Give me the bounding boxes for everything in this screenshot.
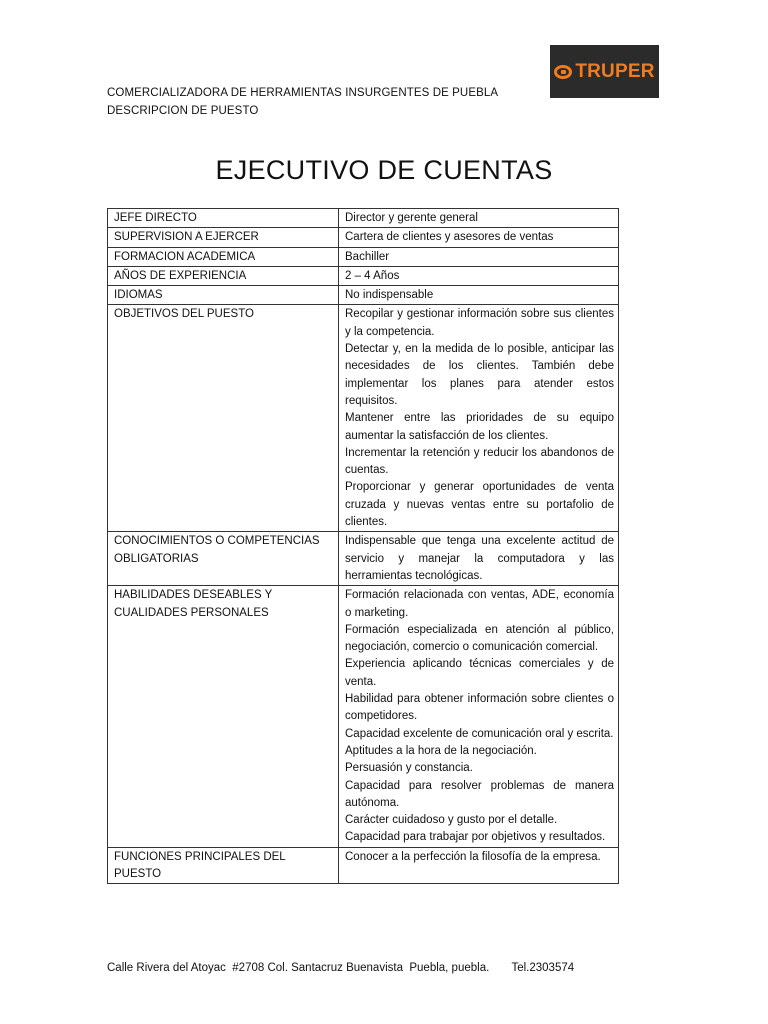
value-paragraph: Recopilar y gestionar información sobre sus clientes y la competencia. [345,308,614,338]
value-paragraph: Persuasión y constancia. [345,762,473,775]
row-value: Director y gerente general [339,209,619,228]
value-paragraph: Capacidad para trabajar por objetivos y resultados. [345,831,606,844]
table-row [108,247,619,266]
value-paragraph: Carácter cuidadoso y gusto por el detalle. [345,814,558,827]
value-paragraph: Experiencia aplicando técnicas comerciales y de venta. [345,658,614,688]
value-paragraph: Formación especializada en atención al público, negociación, comercio o comunicación comercial. [345,623,614,654]
row-value: Cartera de clientes y asesores de ventas [339,228,619,247]
row-label: FUNCIONES PRINCIPALES DEL PUESTO [108,847,339,884]
row-label: OBJETIVOS DEL PUESTO [108,305,339,532]
row-label: CONOCIMIENTOS O COMPETENCIAS OBLIGATORIAS [108,532,339,586]
table-row [108,286,619,305]
row-value: 2 – 4 Años [339,266,619,285]
document-header [107,84,498,120]
truper-logo [550,45,659,98]
row-value [339,847,619,884]
footer [107,962,574,974]
footer-address: Calle Rivera del Atoyac #2708 Col. Santacruz Buenavista Puebla, puebla. [107,962,490,974]
job-title: EJECUTIVO DE CUENTAS [215,155,553,185]
truper-emblem-icon [554,65,572,79]
value-paragraph: Indispensable que tenga una excelente actitud de servicio y manejar la computadora y las herramientas tecnológicas. [345,535,614,582]
logo-mark [554,61,654,83]
value-paragraph: Capacidad para resolver problemas de manera autónoma. [345,779,614,809]
table-row [108,847,619,884]
footer-phone: Tel.2303574 [511,962,575,974]
table-row [108,228,619,247]
value-paragraph: Aptitudes a la hora de la negociación. [345,744,537,757]
row-label: AÑOS DE EXPERIENCIA [108,266,339,285]
document-type: DESCRIPCION DE PUESTO [107,105,259,117]
value-paragraph: Mantener entre las prioridades de su equipo aumentar la satisfacción de los clientes. [345,412,614,442]
company-name: COMERCIALIZADORA DE HERRAMIENTAS INSURGENTES DE PUEBLA [107,87,499,99]
job-description-table [107,208,619,884]
row-value [339,305,619,532]
value-paragraph: Habilidad para obtener información sobre clientes o competidores. [345,693,614,723]
value-paragraph: Formación relacionada con ventas, ADE, economía o marketing. [345,589,614,619]
row-label: SUPERVISION A EJERCER [108,228,339,247]
row-value [339,586,619,847]
value-paragraph: Conocer a la perfección la filosofía de la empresa. [345,850,601,863]
table-row [108,532,619,586]
row-value: Bachiller [339,247,619,266]
logo-text: TRUPER [575,60,655,82]
value-paragraph: Incrementar la retención y reducir los abandonos de cuentas. [345,446,614,477]
value-paragraph: Proporcionar y generar oportunidades de venta cruzada y nuevas ventas entre su portafolio de clientes. [345,481,614,529]
row-label: HABILIDADES DESEABLES Y CUALIDADES PERSONALES [108,586,339,847]
table-row [108,586,619,847]
table-row [108,209,619,228]
value-paragraph: Detectar y, en la medida de lo posible, anticipar las necesidades de los clientes. También debe implementar los planes para atender estos requisitos. [345,343,614,407]
value-paragraph: Capacidad excelente de comunicación oral y escrita. [345,727,614,740]
row-label: JEFE DIRECTO [108,209,339,228]
table-row [108,305,619,532]
row-label: FORMACION ACADEMICA [108,247,339,266]
row-value: No indispensable [339,286,619,305]
table-row [108,266,619,285]
row-label: IDIOMAS [108,286,339,305]
row-value [339,532,619,586]
